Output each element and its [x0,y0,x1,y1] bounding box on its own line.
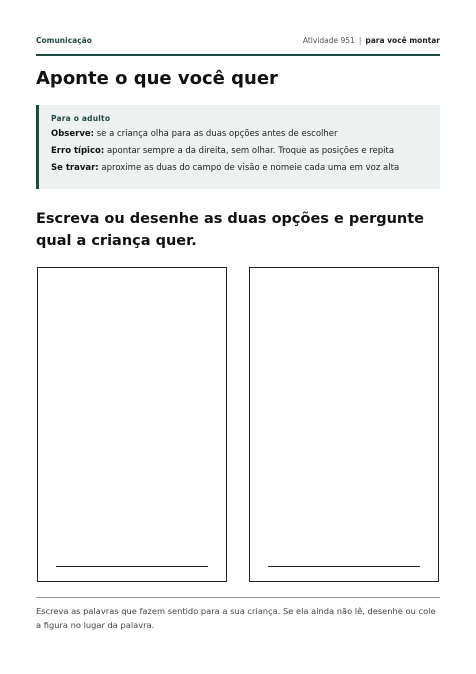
option-box-left[interactable] [37,267,227,582]
instruction-term: Se travar: [51,163,99,173]
activity-info [303,36,440,46]
instruction-text: apontar sempre a da direita, sem olhar. Troque as posições e repita [104,146,395,156]
instruction-term: Erro típico: [51,146,105,156]
adult-instructions-box [36,105,440,189]
adult-box-label: Para o adulto [51,114,111,123]
header-divider [36,54,440,56]
activity-number: Atividade 951 [302,36,355,45]
instruction-observe [51,129,440,140]
footer-note: Escreva as palavras que fazem sentido para a sua criança. Se ela ainda não lê, desenhe ou cole a figura no lugar da palavra. [36,606,436,630]
page-header [36,36,440,46]
instruction-text: se a criança olha para as duas opções antes de escolher [94,129,338,139]
activity-prompt: Escreva ou desenhe as duas opções e pergunte qual a criança quer. [36,211,425,249]
option-label-line-right[interactable] [268,566,420,567]
option-label-line-left[interactable] [56,566,208,567]
instruction-typical-error [51,146,440,157]
footer-divider [36,597,440,598]
header-separator: | [358,36,362,45]
activity-mode: para você montar [365,36,440,45]
page-title: Aponte o que você quer [36,68,278,89]
option-box-right[interactable] [249,267,439,582]
instruction-term: Observe: [51,129,95,139]
category-label: Comunicação [36,36,92,45]
instruction-text: aproxime as duas do campo de visão e nomeie cada uma em voz alta [98,163,400,173]
instruction-if-stuck [51,163,440,174]
